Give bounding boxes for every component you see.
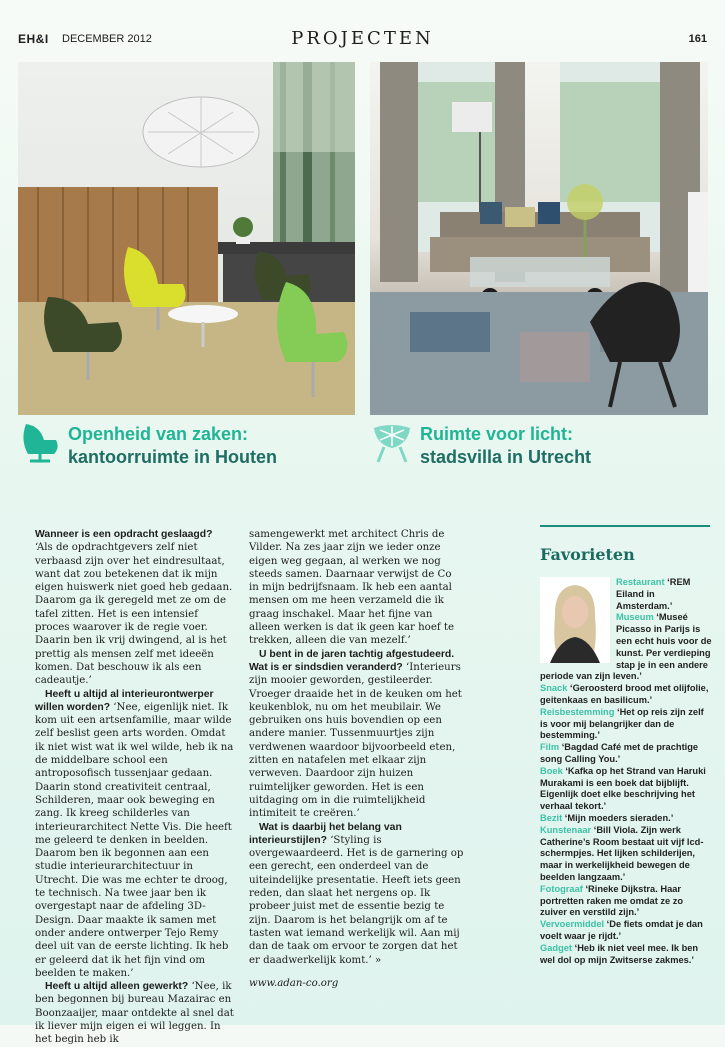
qa-paragraph (35, 980, 235, 1046)
caption-villa-line1: Ruimte voor licht: (420, 424, 574, 444)
qa-paragraph (249, 821, 464, 967)
question-text: Heeft u altijd alleen gewerkt? (45, 981, 189, 993)
favorite-text: ‘Bill Viola. Zijn werk Catherine’s Room bestaat uit vijf lcd-schermpjes. Het lijken schilderijen, maar in werkelijkheid bewegen de beelden langzaam.’ (540, 824, 704, 882)
caption-office (18, 420, 348, 480)
qa-paragraph (35, 688, 235, 981)
answer-text: ‘Als de opdrachtgevers zelf niet verbaasd zijn over het eindresultaat, want dat zou betekenen dat ik mijn eigen huiswerk niet goed heb gedaan. Daarom ga ik geregeld met ze om de tafel zitten. Het is een intensief proces waarover ik de regie voer. Daarin ben ik vrij dwingend, al is het prettig als mensen zelf met ideeën komen. Dat beschouw ik als een cadeautje.’ (35, 542, 233, 687)
issue-date: DECEMBER 2012 (62, 33, 152, 45)
qa-paragraph (249, 648, 464, 821)
favorite-label: Fotograaf (540, 883, 583, 894)
question-text: U bent in de jaren tachtig afgestudeerd. Wat is er sindsdien veranderd? (249, 648, 455, 673)
favorites-sidebar (530, 525, 710, 1005)
favorite-text: ‘Museé Picasso in Parijs is een echt huis voor de kunst. Per verdieping stap je in een andere periode van zijn leven.’ (540, 612, 712, 682)
favorite-item (540, 766, 706, 811)
sidebar-rule (540, 525, 710, 527)
favorite-text: ‘Mijn moeders sieraden.’ (562, 812, 674, 823)
favorite-item (540, 742, 698, 764)
article-column-2 (249, 528, 464, 990)
office-photo-illustration (18, 62, 355, 415)
question-text: Heeft u altijd al interieurontwerper willen worden? (35, 688, 214, 713)
favorite-text: ‘Het op reis zijn zelf is voor mij belangrijker dan de bestemming.’ (540, 706, 704, 741)
favorite-text: ‘De fiets omdat je dan voelt waar je rijdt.’ (540, 919, 703, 941)
caption-villa-line2: stadsvilla in Utrecht (420, 447, 592, 467)
favorite-text: ‘Rineke Dijkstra. Haar portretten raken me omdat ze zo zuiver en verstild zijn.’ (540, 883, 684, 918)
question (35, 528, 235, 541)
favorite-item (540, 884, 683, 918)
section-title: PROJECTEN (291, 28, 434, 49)
favorite-label: Reisbestemming (540, 706, 615, 717)
living-room-photo-illustration (370, 62, 708, 415)
favorite-label: Vervoermiddel (540, 919, 605, 930)
website-link[interactable]: www.adan-co.org (249, 977, 339, 989)
favorite-text: ‘REM Eiland in Amsterdam.’ (616, 577, 691, 611)
favorite-item (540, 683, 708, 705)
answer-text: ‘Nee, eigenlijk niet. Ik kom uit een artsenfamilie, maar wilde zelf beslist geen arts worden. Omdat ik niet wist wat ik wel wilde, heb ik na de middelbare school een antroposofisch tussenjaar gedaan. Daarin stond creativiteit centraal, Schilderen, maar ook beweging en zang. Ik kreeg schilderles van interieurarchitect Nette Vis. Die heeft me geleerd te denken in beelden. Daarom ben ik begonnen aan een studie interieurarchitectuur in Utrecht. Die was me echter te droog, te technisch. Na twee jaar ben ik overgestapt naar de afdeling 3D-Design. Daar maakte ik samen met onder andere ontwerper Tejo Remy deel uit van de eerste lichting. Ik heb er geleerd dat ik het fijn vind om beelden te maken.’ (35, 701, 234, 979)
favorite-label: Gadget (540, 942, 573, 953)
caption-office-line1: Openheid van zaken: (68, 424, 249, 444)
living-room-photo (370, 62, 708, 415)
answer (249, 528, 464, 648)
wire-chair-icon (370, 420, 414, 464)
question-text: Wanneer is een opdracht geslaagd? (35, 529, 213, 540)
office-photo (18, 62, 355, 415)
favorite-item (540, 813, 673, 823)
caption-villa (370, 420, 708, 480)
favorite-label: Museum (616, 612, 654, 623)
favorite-item (540, 943, 698, 965)
favorite-text: ‘Geroosterd brood met olijfolie, geitenkaas en basilicum.’ (540, 683, 709, 705)
favorite-item (540, 919, 703, 941)
caption-office-line2: kantoorruimte in Houten (68, 447, 278, 467)
favorite-item (540, 825, 703, 882)
favorite-label: Restaurant (616, 577, 665, 587)
magazine-logo: EH&I (18, 32, 49, 46)
answer-text: ‘Nee, ik ben begonnen bij bureau Mazairac en Boonzaaijer, maar ontdekte al snel dat ik liever mijn eigen ei wil leggen. In het begin heb ik (35, 981, 234, 1046)
answer-text: samengewerkt met architect Chris de Vilder. Na zes jaar zijn we ieder onze eigen weg gegaan, al werken we nog steeds samen. Daarnaar verwijst de Co in mijn bedrijfsnaam. Ik heb een aantal mensen om me heen verzameld die ik graag inschakel. Maar het fijne van alleen werken is dat ik geen kar hoef te trekken, alleen die van mezelf.’ (249, 529, 454, 647)
favorite-label: Bezit (540, 812, 563, 823)
page-number: 161 (688, 33, 707, 45)
page-header (18, 30, 707, 50)
answer (35, 541, 235, 687)
favorite-item (540, 707, 704, 741)
portrait-photo (540, 577, 610, 663)
answer-text: ‘Styling is overgewaardeerd. Het is de garnering op een gerecht, een onderdeel van de uiteindelijke presentatie. Heeft iets geen reden, dan slaat het nergens op. Ik probeer juist met de essentie bezig te zijn. Daarom is het belangrijk om af te tasten wat iemand werkelijk wil. Aan mij dan de taak om ervoor te zorgen dat het er daadwerkelijk komt.’ » (249, 834, 464, 966)
favorite-text: ‘Bagdad Café met de prachtige song Calling You.’ (540, 742, 699, 764)
favorite-label: Film (540, 742, 560, 753)
favorites-list (540, 577, 712, 966)
sidebar-title: Favorieten (540, 545, 635, 564)
lounge-chair-icon (18, 420, 62, 464)
favorite-text: ‘Kafka op het Strand van Haruki Murakami is een boek dat bijblijft. Eigenlijk doet elke beschrijving het verhaal tekort.’ (540, 765, 706, 812)
favorite-item (616, 577, 690, 611)
article-column-1 (35, 528, 235, 1047)
favorite-label: Kunstenaar (540, 824, 592, 835)
answer-text: ‘Interieurs zijn mooier geworden, gestileerder. Vroeger draaide het in de keuken om het keukenblok, nu om het meubilair. We gebruiken ons huis bovendien op een andere manier. Tussenmuurtjes zijn verdwenen waardoor bijvoorbeeld eten, zitten en natafelen met elkaar zijn verweven. Daardoor zijn huizen ruimtelijker geworden. Het is een uitdaging om in die ruimtelijkheid intimiteit te creëren.’ (249, 661, 462, 820)
question-text: Wat is daarbij het belang van interieurstijlen? (249, 821, 402, 846)
favorite-label: Snack (540, 683, 568, 694)
favorite-label: Boek (540, 765, 563, 776)
favorite-text: ‘Heb ik niet veel mee. Ik ben wel dol op mijn Zwitserse zakmes.’ (540, 942, 699, 965)
